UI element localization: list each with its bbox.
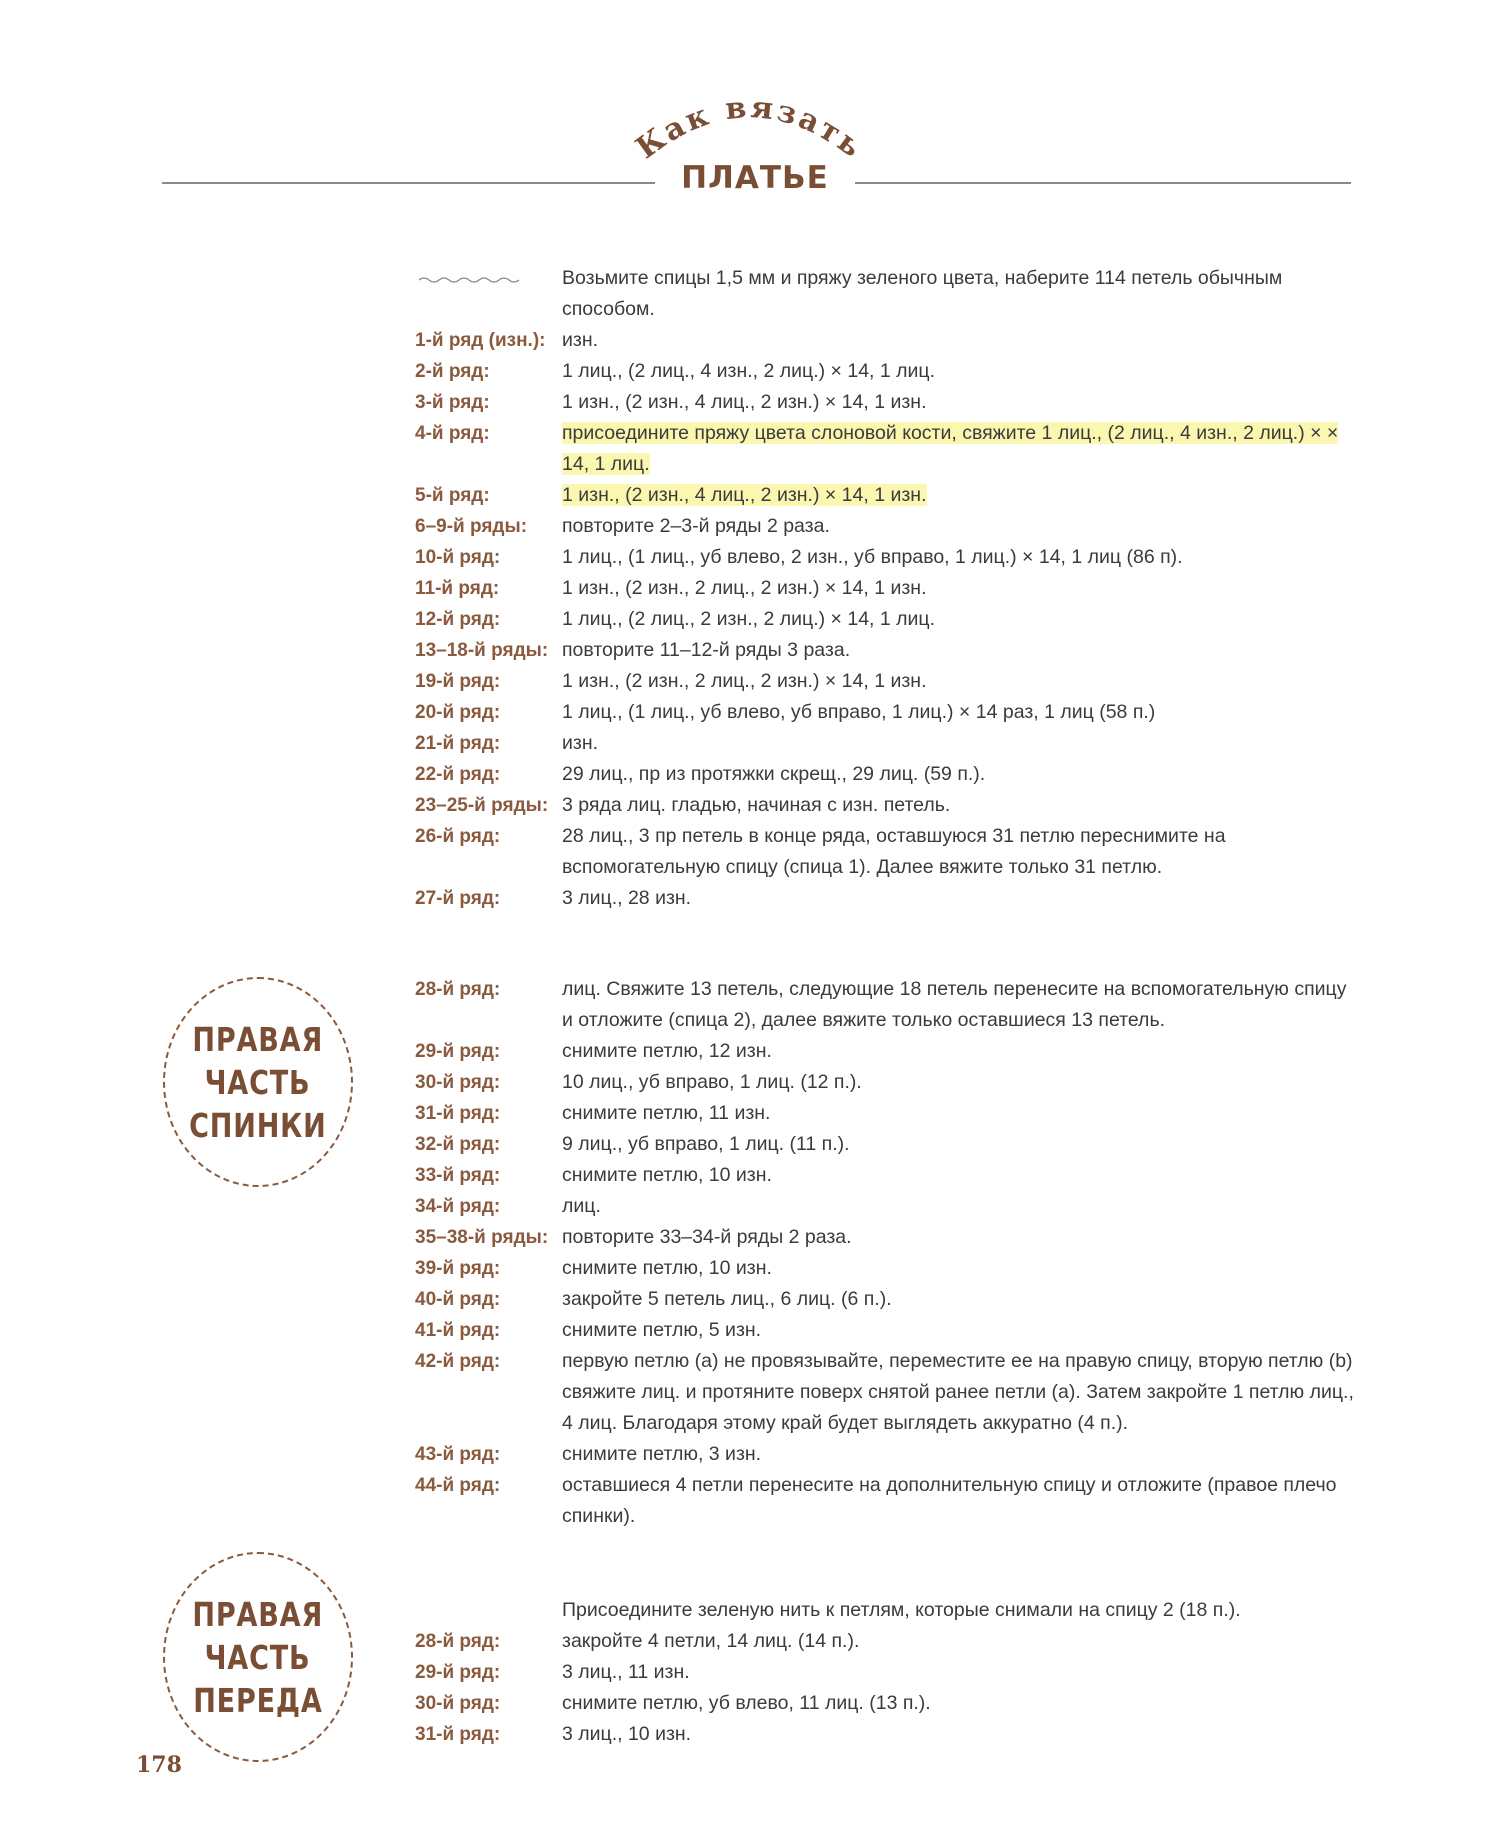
instruction-row [415, 387, 1355, 418]
row-label: 40-й ряд: [415, 1289, 501, 1310]
wave-divider [415, 263, 562, 294]
row-text: повторите 11–12-й ряды 3 раза. [562, 639, 851, 661]
row-text: лиц. [562, 1195, 601, 1217]
row-label: 12-й ряд: [415, 609, 501, 630]
instruction-row [415, 1719, 1355, 1750]
section-main-body [415, 263, 1355, 914]
row-text: 1 лиц., (2 лиц., 2 изн., 2 лиц.) × 14, 1 лиц. [562, 608, 936, 630]
row-label: 41-й ряд: [415, 1320, 501, 1341]
instruction-row [415, 573, 1355, 604]
row-text: 28 лиц., 3 пр петель в конце ряда, оставшуюся 31 петлю переснимите на вспомогательную спицу (спица 1). Далее вяжите только 31 петлю. [562, 825, 1226, 878]
row-label: 29-й ряд: [415, 1041, 501, 1062]
instruction-list [415, 325, 1355, 914]
instruction-list [415, 974, 1355, 1532]
instruction-row [415, 1253, 1355, 1284]
row-label: 31-й ряд: [415, 1724, 501, 1745]
row-text: снимите петлю, 5 изн. [562, 1319, 762, 1341]
instruction-row [415, 1036, 1355, 1067]
row-label: 10-й ряд: [415, 547, 501, 568]
instruction-row [415, 1160, 1355, 1191]
row-text: 1 изн., (2 изн., 4 лиц., 2 изн.) × 14, 1 изн. [562, 391, 927, 413]
instruction-row [415, 728, 1355, 759]
row-label: 33-й ряд: [415, 1165, 501, 1186]
row-text: первую петлю (a) не провязывайте, переместите ее на правую спицу, вторую петлю (b) свяжите лиц. и протяните поверх снятой ранее петли (a). Затем закройте 1 петлю лиц., 4 лиц. Благодаря этому край будет выглядеть аккуратно (4 п.). [562, 1350, 1354, 1434]
row-label: 35–38-й ряды: [415, 1227, 549, 1248]
instruction-row [415, 356, 1355, 387]
row-text: лиц. Свяжите 13 петель, следующие 18 петель перенесите на вспомогательную спицу и отложите (спица 2), далее вяжите только оставшиеся 13 петель. [562, 978, 1347, 1031]
section-right-back [415, 974, 1355, 1532]
instruction-row [415, 974, 1355, 1036]
instruction-row [415, 1626, 1355, 1657]
row-label: 22-й ряд: [415, 764, 501, 785]
instruction-row [415, 883, 1355, 914]
page-number: 178 [136, 1752, 182, 1778]
intro-row [415, 263, 1355, 325]
instruction-row [415, 1129, 1355, 1160]
row-label: 43-й ряд: [415, 1444, 501, 1465]
row-label: 2-й ряд: [415, 361, 490, 382]
instruction-list [415, 1626, 1355, 1750]
instruction-row [415, 697, 1355, 728]
row-text: 3 лиц., 28 изн. [562, 887, 692, 909]
page-title: ПЛАТЬЕ [681, 160, 829, 196]
row-label: 11-й ряд: [415, 578, 500, 599]
row-label: 39-й ряд: [415, 1258, 501, 1279]
row-label: 23–25-й ряды: [415, 795, 549, 816]
instruction-row [415, 790, 1355, 821]
instruction-row [415, 1067, 1355, 1098]
row-text: 1 изн., (2 изн., 2 лиц., 2 изн.) × 14, 1 изн. [562, 577, 927, 599]
row-text: закройте 4 петли, 14 лиц. (14 п.). [562, 1630, 860, 1652]
row-text: снимите петлю, уб влево, 11 лиц. (13 п.). [562, 1692, 931, 1714]
instruction-row [415, 1284, 1355, 1315]
badge-right-back [163, 977, 353, 1187]
page-header [0, 0, 1500, 220]
row-label: 44-й ряд: [415, 1475, 501, 1496]
instruction-row [415, 1688, 1355, 1719]
header-rule-left [162, 182, 655, 184]
row-text: 1 лиц., (2 лиц., 4 изн., 2 лиц.) × 14, 1 лиц. [562, 360, 936, 382]
row-label: 30-й ряд: [415, 1693, 501, 1714]
row-label: 3-й ряд: [415, 392, 490, 413]
row-text: закройте 5 петель лиц., 6 лиц. (6 п.). [562, 1288, 892, 1310]
instruction-row [415, 418, 1355, 480]
instruction-row [415, 1222, 1355, 1253]
instruction-row [415, 1439, 1355, 1470]
row-text: 1 лиц., (1 лиц., уб влево, 2 изн., уб вправо, 1 лиц.) × 14, 1 лиц (86 п). [562, 546, 1183, 568]
row-text: снимите петлю, 10 изн. [562, 1257, 772, 1279]
badge-line: СПИНКИ [189, 1105, 327, 1145]
instruction-row [415, 325, 1355, 356]
intro-text: Присоедините зеленую нить к петлям, которые снимали на спицу 2 (18 п.). [562, 1599, 1241, 1621]
row-label: 4-й ряд: [415, 423, 490, 444]
instruction-row [415, 635, 1355, 666]
row-label: 31-й ряд: [415, 1103, 501, 1124]
instruction-row [415, 480, 1355, 511]
row-label: 27-й ряд: [415, 888, 501, 909]
badge-line: ПРАВАЯ [192, 1019, 324, 1059]
section-right-front [415, 1595, 1355, 1750]
row-text: 10 лиц., уб вправо, 1 лиц. (12 п.). [562, 1071, 862, 1093]
row-text: 3 ряда лиц. гладью, начиная с изн. петель. [562, 794, 951, 816]
row-text: 1 изн., (2 изн., 2 лиц., 2 изн.) × 14, 1 изн. [562, 670, 927, 692]
row-label: 42-й ряд: [415, 1351, 501, 1372]
row-text: изн. [562, 329, 599, 351]
row-text: изн. [562, 732, 599, 754]
row-text [562, 418, 1355, 480]
row-text: снимите петлю, 3 изн. [562, 1443, 762, 1465]
badge-line: ЧАСТЬ [205, 1062, 311, 1102]
instruction-row [415, 604, 1355, 635]
row-label: 5-й ряд: [415, 485, 490, 506]
instruction-row [415, 1346, 1355, 1439]
badge-line: ПРАВАЯ [192, 1594, 324, 1634]
row-text: снимите петлю, 12 изн. [562, 1040, 772, 1062]
instruction-row [415, 1191, 1355, 1222]
row-text: 29 лиц., пр из протяжки скрещ., 29 лиц. (59 п.). [562, 763, 986, 785]
row-label: 30-й ряд: [415, 1072, 501, 1093]
row-text: снимите петлю, 11 изн. [562, 1102, 771, 1124]
row-text: 3 лиц., 11 изн. [562, 1661, 690, 1683]
badge-line: ЧАСТЬ [205, 1637, 311, 1677]
instruction-row [415, 511, 1355, 542]
row-label: 32-й ряд: [415, 1134, 501, 1155]
instruction-row [415, 1470, 1355, 1532]
instruction-row [415, 821, 1355, 883]
instruction-row [415, 759, 1355, 790]
row-label: 34-й ряд: [415, 1196, 501, 1217]
intro-text: Возьмите спицы 1,5 мм и пряжу зеленого цвета, наберите 114 петель обычным способом. [562, 267, 1283, 320]
row-text: 9 лиц., уб вправо, 1 лиц. (11 п.). [562, 1133, 850, 1155]
arc-heading-text: Как вязать [629, 90, 871, 167]
header-rule-right [855, 182, 1351, 184]
row-label: 29-й ряд: [415, 1662, 501, 1683]
highlighted-text: присоедините пряжу цвета слоновой кости, свяжите 1 лиц., (2 лиц., 4 изн., 2 лиц.) × × 14, 1 лиц. [562, 422, 1339, 475]
row-label: 26-й ряд: [415, 826, 501, 847]
badge-right-front [163, 1552, 353, 1762]
row-text [562, 480, 1355, 511]
instruction-row [415, 542, 1355, 573]
row-label: 1-й ряд (изн.): [415, 330, 546, 351]
row-label: 28-й ряд: [415, 979, 501, 1000]
row-label: 21-й ряд: [415, 733, 501, 754]
badge-line: ПЕРЕДА [193, 1680, 323, 1720]
row-text: повторите 33–34-й ряды 2 раза. [562, 1226, 852, 1248]
row-text: 3 лиц., 10 изн. [562, 1723, 692, 1745]
instruction-row [415, 1657, 1355, 1688]
row-label: 13–18-й ряды: [415, 640, 549, 661]
row-label: 20-й ряд: [415, 702, 501, 723]
row-text: снимите петлю, 10 изн. [562, 1164, 772, 1186]
highlighted-text: 1 изн., (2 изн., 4 лиц., 2 изн.) × 14, 1 изн. [562, 484, 927, 506]
intro-row [415, 1595, 1355, 1626]
row-label: 6–9-й ряды: [415, 516, 528, 537]
instruction-row [415, 1315, 1355, 1346]
row-text: оставшиеся 4 петли перенесите на дополнительную спицу и отложите (правое плечо спинки). [562, 1474, 1337, 1527]
row-label: 19-й ряд: [415, 671, 501, 692]
row-text: 1 лиц., (1 лиц., уб влево, уб вправо, 1 лиц.) × 14 раз, 1 лиц (58 п.) [562, 701, 1156, 723]
row-label: 28-й ряд: [415, 1631, 501, 1652]
row-text: повторите 2–3-й ряды 2 раза. [562, 515, 830, 537]
instruction-row [415, 666, 1355, 697]
instruction-row [415, 1098, 1355, 1129]
wave-icon [415, 263, 525, 294]
